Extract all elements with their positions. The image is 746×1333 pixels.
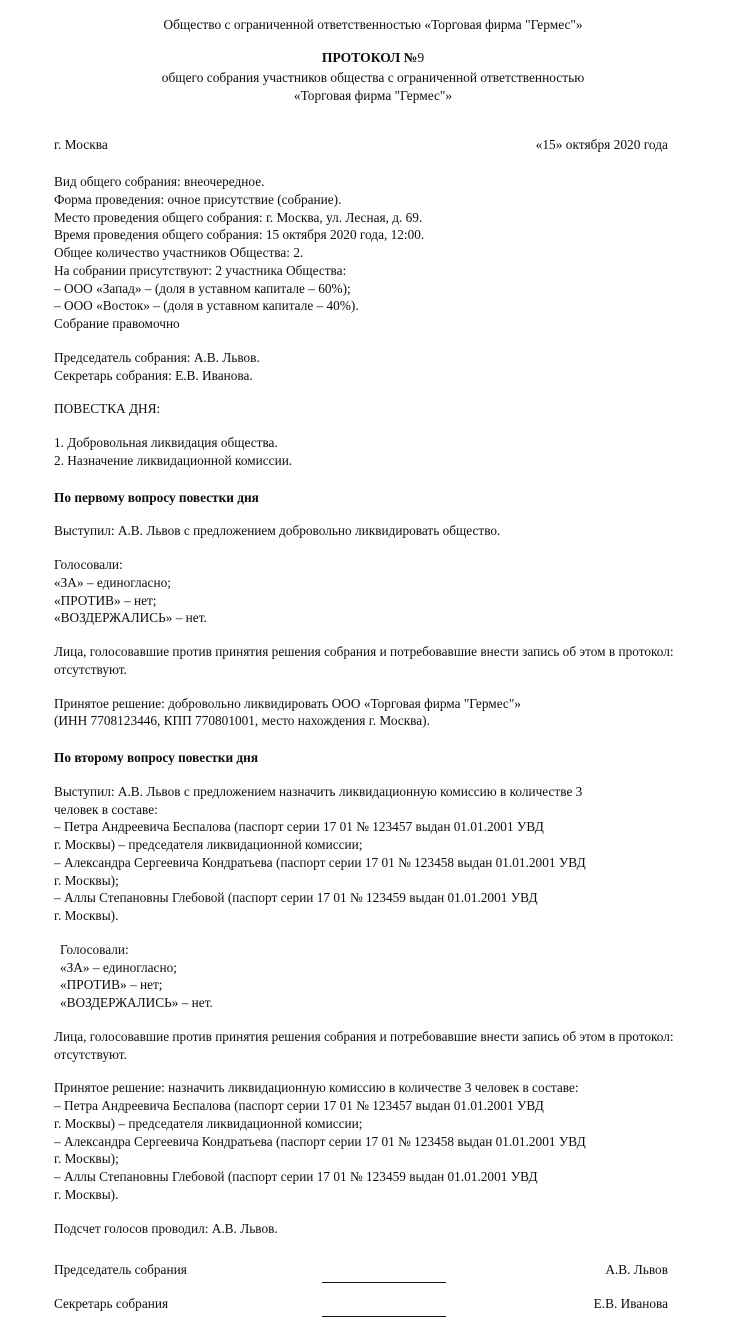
document-subtitle bbox=[0, 69, 746, 105]
vote-abstained: «ВОЗДЕРЖАЛИСЬ» – нет. bbox=[54, 610, 207, 626]
decision-line: Принятое решение: добровольно ликвидировать ООО «Торговая фирма "Гермес"» bbox=[54, 695, 521, 711]
meeting-info-line: Форма проведения: очное присутствие (собрание). bbox=[54, 191, 342, 207]
vote-counter-line: Подсчет голосов проводил: А.В. Львов. bbox=[54, 1220, 278, 1236]
meeting-info-line: На собрании присутствуют: 2 участника Общества: bbox=[54, 262, 347, 278]
agenda-items bbox=[54, 434, 700, 470]
document-body bbox=[0, 173, 746, 1237]
question-one-heading: По первому вопросу повестки дня bbox=[54, 489, 259, 505]
question-one-voting-block bbox=[54, 556, 700, 627]
signature-role: Председатель собрания bbox=[54, 1262, 187, 1278]
question-two-voting-block bbox=[54, 941, 700, 1012]
vote-against: «ПРОТИВ» – нет; bbox=[60, 977, 163, 993]
agenda-item: 1. Добровольная ликвидация общества. bbox=[54, 435, 278, 451]
vote-for: «ЗА» – единогласно; bbox=[54, 574, 171, 590]
vote-for: «ЗА» – единогласно; bbox=[60, 959, 177, 975]
document-subtitle-line-1: общего собрания участников общества с ограниченной ответственностью bbox=[161, 70, 585, 85]
document-title bbox=[0, 51, 746, 65]
meeting-info-line: Общее количество участников Общества: 2. bbox=[54, 245, 304, 261]
commission-member-line: г. Москвы) – председателя ликвидационной комиссии; bbox=[54, 837, 363, 853]
decision-member-line: г. Москвы). bbox=[54, 1186, 119, 1202]
decision-registration-line: (ИНН 7708123446, КПП 770801001, место нахождения г. Москва). bbox=[54, 713, 430, 729]
vote-abstained: «ВОЗДЕРЖАЛИСЬ» – нет. bbox=[60, 995, 213, 1011]
question-two-speaker-line: Выступил: А.В. Львов с предложением назначить ликвидационную комиссию в количестве 3 bbox=[54, 783, 583, 799]
commission-member-line: – Александра Сергеевича Кондратьева (паспорт серии 17 01 № 123458 выдан 01.01.2001 УВД bbox=[54, 854, 586, 870]
signature-row-chairman bbox=[54, 1263, 668, 1297]
question-one-speaker: Выступил: А.В. Львов с предложением добровольно ликвидировать общество. bbox=[54, 523, 501, 539]
signature-line bbox=[322, 1282, 446, 1283]
question-one-decision bbox=[54, 695, 700, 731]
document-number: 9 bbox=[417, 50, 425, 66]
signature-line bbox=[322, 1316, 446, 1317]
signature-name: Е.В. Иванова bbox=[593, 1296, 668, 1312]
quorum-line: Собрание правомочно bbox=[54, 316, 180, 332]
meeting-info-line: Время проведения общего собрания: 15 октября 2020 года, 12:00. bbox=[54, 227, 425, 243]
commission-member-line: – Петра Андреевича Беспалова (паспорт серии 17 01 № 123457 выдан 01.01.2001 УВД bbox=[54, 819, 544, 835]
question-two-speaker bbox=[54, 783, 700, 819]
signature-name: А.В. Львов bbox=[605, 1262, 668, 1278]
decision-member-line: г. Москвы) – председателя ликвидационной комиссии; bbox=[54, 1115, 363, 1131]
question-two-objections: Лица, голосовавшие против принятия решения собрания и потребовавшие внести запись об этом в протокол: отсутствуют. bbox=[54, 1028, 674, 1062]
secretary-line: Секретарь собрания: Е.В. Иванова. bbox=[54, 367, 253, 383]
agenda-item: 2. Назначение ликвидационной комиссии. bbox=[54, 452, 293, 468]
decision-heading-line: Принятое решение: назначить ликвидационную комиссию в количестве 3 человек в составе: bbox=[54, 1080, 579, 1096]
question-one-objections: Лица, голосовавшие против принятия решения собрания и потребовавшие внести запись об этом в протокол: отсутствуют. bbox=[54, 644, 674, 677]
commission-member-line: – Аллы Степановны Глебовой (паспорт серии 17 01 № 123459 выдан 01.01.2001 УВД bbox=[54, 890, 538, 906]
participant-line: – ООО «Запад» – (доля в уставном капитале – 60%); bbox=[54, 280, 351, 296]
chairman-line: Председатель собрания: А.В. Львов. bbox=[54, 349, 260, 365]
question-two-speaker-line: человек в составе: bbox=[54, 801, 158, 817]
document-title-label: ПРОТОКОЛ № bbox=[321, 50, 418, 66]
officials-block bbox=[54, 349, 700, 385]
signature-role: Секретарь собрания bbox=[54, 1296, 169, 1312]
proposed-commission-members bbox=[54, 818, 700, 925]
meeting-info-line: Вид общего собрания: внеочередное. bbox=[54, 174, 265, 190]
meeting-info-block bbox=[54, 173, 700, 333]
signature-block bbox=[0, 1263, 746, 1331]
question-two-decision bbox=[54, 1079, 700, 1203]
commission-member-line: г. Москвы); bbox=[54, 872, 119, 888]
meeting-place: г. Москва bbox=[54, 136, 108, 152]
decision-member-line: – Петра Андреевича Беспалова (паспорт серии 17 01 № 123457 выдан 01.01.2001 УВД bbox=[54, 1098, 544, 1114]
vote-against: «ПРОТИВ» – нет; bbox=[54, 592, 157, 608]
participant-line: – ООО «Восток» – (доля в уставном капитале – 40%). bbox=[54, 298, 359, 314]
decision-member-line: г. Москвы); bbox=[54, 1151, 119, 1167]
decision-member-line: – Аллы Степановны Глебовой (паспорт серии 17 01 № 123459 выдан 01.01.2001 УВД bbox=[54, 1169, 538, 1185]
meeting-date: «15» октября 2020 года bbox=[535, 136, 668, 152]
commission-member-line: г. Москвы). bbox=[54, 908, 119, 924]
voting-label: Голосовали: bbox=[60, 941, 129, 957]
organization-header: Общество с ограниченной ответственностью «Торговая фирма "Гермес"» bbox=[163, 17, 583, 32]
question-two-heading: По второму вопросу повестки дня bbox=[54, 750, 259, 766]
place-date-row bbox=[0, 138, 746, 151]
agenda-heading: ПОВЕСТКА ДНЯ: bbox=[54, 401, 161, 417]
document-subtitle-line-2: «Торговая фирма "Гермес"» bbox=[293, 87, 453, 103]
signature-row-secretary bbox=[54, 1297, 668, 1331]
decision-member-line: – Александра Сергеевича Кондратьева (паспорт серии 17 01 № 123458 выдан 01.01.2001 УВД bbox=[54, 1133, 586, 1149]
meeting-info-line: Место проведения общего собрания: г. Москва, ул. Лесная, д. 69. bbox=[54, 209, 423, 225]
voting-label: Голосовали: bbox=[54, 557, 123, 573]
